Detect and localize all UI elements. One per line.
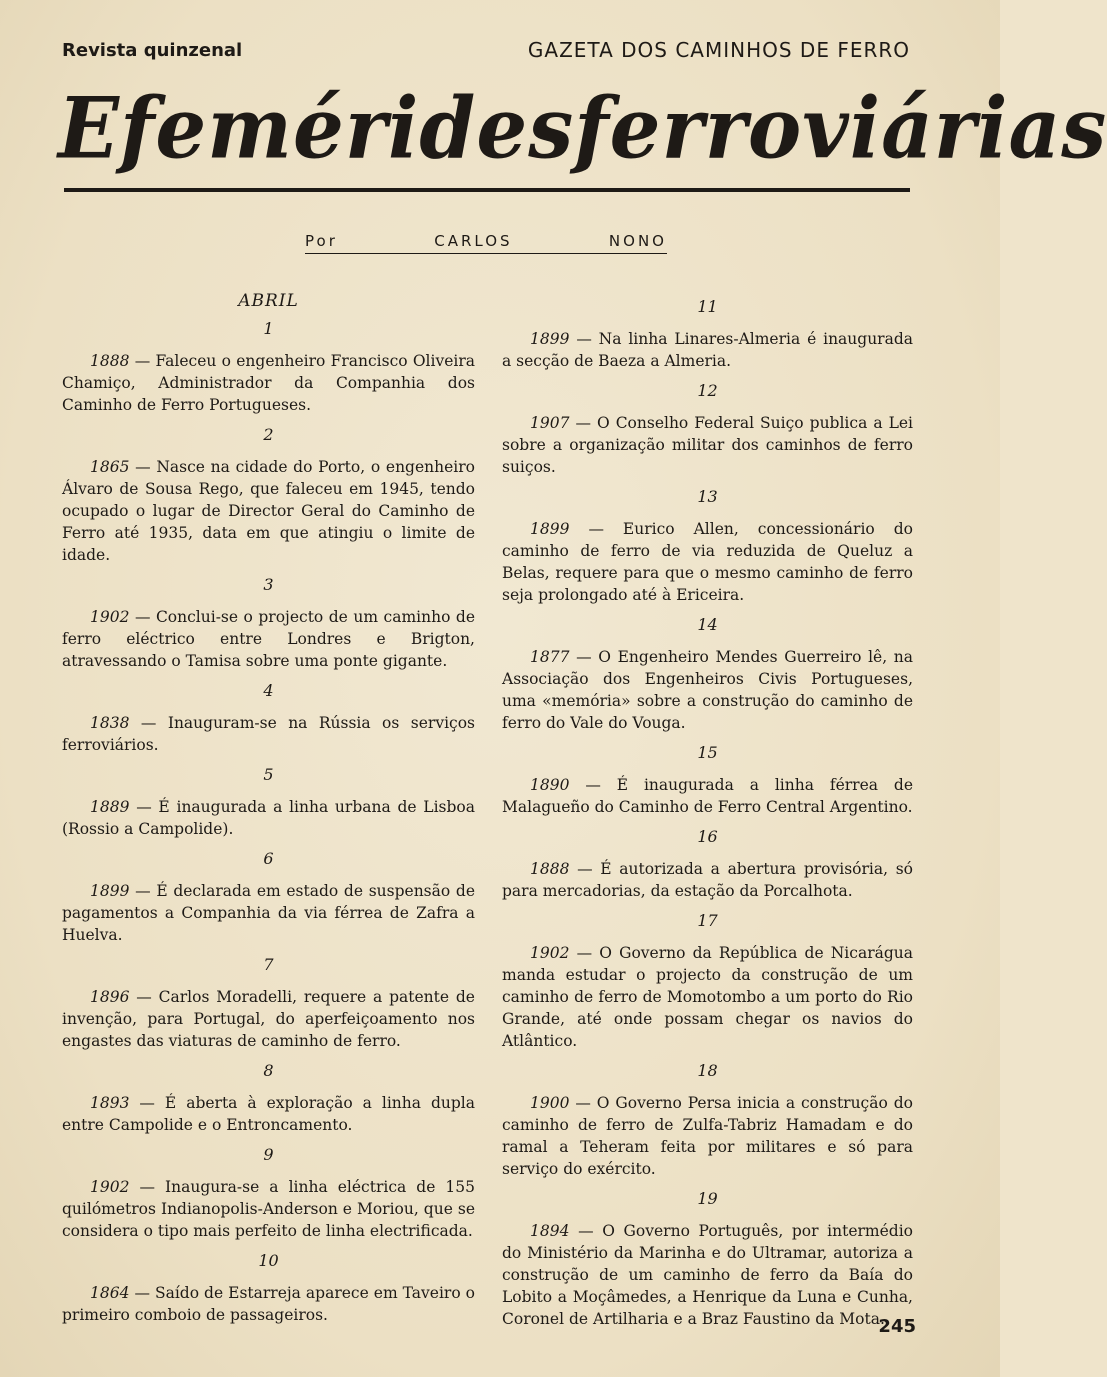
ephemeris-entry [502, 646, 913, 734]
day-heading: 12 [697, 381, 718, 400]
ephemeris-entry [62, 1282, 475, 1326]
day-heading: 10 [258, 1251, 279, 1270]
running-header-left: Revista quinzenal [62, 40, 243, 61]
byline-last-name: NONO [608, 232, 667, 250]
day-heading: 1 [263, 319, 274, 338]
byline-por: Por [305, 232, 338, 250]
day-heading: 8 [263, 1061, 274, 1080]
entry-year: 1888 [90, 352, 130, 370]
entry-year: 1888 [530, 860, 570, 878]
entry-year: 1899 [530, 520, 570, 538]
article-title [58, 78, 1107, 178]
day-heading: 9 [263, 1145, 274, 1164]
ephemeris-entry [62, 880, 475, 946]
entry-text: — O Governo Português, por intermédio do Ministério da Marinha e do Ultramar, autoriza a construção de um caminho de ferro da Baía do Lobito a Moçâmedes, a Henrique da Luna e Cunha, Coronel de Artilharia e a Braz Faustino da Mota. [502, 1222, 913, 1328]
entry-text: — O Governo Persa inicia a construção do caminho de ferro de Zulfa-Tabriz Hamadam e do ramal a Teheram feita por militares e só para serviço do exército. [502, 1094, 913, 1178]
entry-text: — O Governo da República de Nicarágua manda estudar o projecto da construção de um caminho de ferro de Momotombo a um porto do Rio Grande, até onde possam chegar os navios do Atlântico. [502, 944, 913, 1050]
ephemeris-entry [62, 986, 475, 1052]
entry-year: 1896 [90, 988, 130, 1006]
entry-text: — É aberta à exploração a linha dupla entre Campolide e o Entroncamento. [62, 1094, 475, 1134]
ephemeris-entry [502, 412, 913, 478]
day-heading: 11 [697, 297, 718, 316]
title-word-2: ferroviárias [574, 78, 1107, 178]
entry-text: — O Engenheiro Mendes Guerreiro lê, na Associação dos Engenheiros Civis Portugueses, uma «memória» sobre a construção do caminho de ferro do Vale do Vouga. [502, 648, 913, 732]
title-word-1: Efemérides [58, 78, 575, 178]
ephemeris-entry [502, 1092, 913, 1180]
entry-text: — É inaugurada a linha férrea de Malagueño do Caminho de Ferro Central Argentino. [502, 776, 913, 816]
entry-text: — Carlos Moradelli, requere a patente de invenção, para Portugal, do aperfeiçoamento nos engastes das viaturas de caminho de ferro. [62, 988, 475, 1050]
entry-text: — É inaugurada a linha urbana de Lisboa (Rossio a Campolide). [62, 798, 475, 838]
ephemeris-entry [502, 942, 913, 1052]
day-heading: 7 [263, 955, 274, 974]
day-heading: 6 [263, 849, 274, 868]
ephemeris-entry [502, 328, 913, 372]
left-column [62, 290, 475, 1334]
entry-text: — Nasce na cidade do Porto, o engenheiro Álvaro de Sousa Rego, que faleceu em 1945, tendo ocupado o lugar de Director Geral do Caminho de Ferro até 1935, data em que atingiu o limite de idade. [62, 458, 475, 564]
ephemeris-entry [62, 712, 475, 756]
ephemeris-entry [62, 456, 475, 566]
entry-year: 1902 [530, 944, 570, 962]
day-heading: 18 [697, 1061, 718, 1080]
entry-year: 1838 [90, 714, 130, 732]
ephemeris-entry [62, 796, 475, 840]
entry-text: — Saído de Estarreja aparece em Taveiro o primeiro comboio de passageiros. [62, 1284, 475, 1324]
ephemeris-entry [502, 858, 913, 902]
day-heading: 19 [697, 1189, 718, 1208]
ephemeris-entry [62, 606, 475, 672]
day-heading: 14 [697, 615, 718, 634]
day-heading: 13 [697, 487, 718, 506]
title-rule [64, 188, 910, 192]
ephemeris-entry [502, 774, 913, 818]
byline [305, 232, 667, 254]
left-entries [62, 318, 475, 1326]
page-number: 245 [878, 1316, 916, 1337]
ephemeris-entry [62, 1176, 475, 1242]
entry-year: 1865 [90, 458, 130, 476]
entry-text: — É autorizada a abertura provisória, só para mercadorias, da estação da Porcalhota. [502, 860, 913, 900]
ephemeris-entry [62, 1092, 475, 1136]
entry-year: 1889 [90, 798, 130, 816]
entry-year: 1864 [90, 1284, 130, 1302]
entry-text: — Conclui-se o projecto de um caminho de ferro eléctrico entre Londres e Brigton, atravessando o Tamisa sobre uma ponte gigante. [62, 608, 475, 670]
ephemeris-entry [62, 350, 475, 416]
entry-year: 1877 [530, 648, 570, 666]
day-heading: 17 [697, 911, 718, 930]
entry-year: 1899 [90, 882, 130, 900]
entry-text: — É declarada em estado de suspensão de pagamentos a Companhia da via férrea de Zafra a Huelva. [62, 882, 475, 944]
entry-text: — O Conselho Federal Suiço publica a Lei sobre a organização militar dos caminhos de ferro suiços. [502, 414, 913, 476]
entry-year: 1902 [90, 1178, 130, 1196]
entry-year: 1893 [90, 1094, 130, 1112]
entry-text: — Inaugura-se a linha eléctrica de 155 quilómetros Indianopolis-Anderson e Moriou, que se considera o tipo mais perfeito de linha electrificada. [62, 1178, 475, 1240]
day-heading: 16 [697, 827, 718, 846]
day-heading: 15 [697, 743, 718, 762]
day-heading: 5 [263, 765, 274, 784]
running-header-right: GAZETA DOS CAMINHOS DE FERRO [527, 38, 910, 62]
entry-year: 1899 [530, 330, 570, 348]
entry-year: 1900 [530, 1094, 570, 1112]
entry-year: 1894 [530, 1222, 570, 1240]
entry-year: 1890 [530, 776, 570, 794]
day-heading: 4 [263, 681, 274, 700]
entry-year: 1902 [90, 608, 130, 626]
day-heading: 2 [263, 425, 274, 444]
entry-year: 1907 [530, 414, 570, 432]
ephemeris-entry [502, 518, 913, 606]
ephemeris-entry [502, 1220, 913, 1330]
entry-text: — Eurico Allen, concessionário do caminho de ferro de via reduzida de Queluz a Belas, requere para que o mesmo caminho de ferro seja prolongado até à Ericeira. [502, 520, 913, 604]
entry-text: — Na linha Linares-Almeria é inaugurada a secção de Baeza a Almeria. [502, 330, 913, 370]
right-column [502, 290, 913, 1338]
entry-text: — Inauguram-se na Rússia os serviços ferroviários. [62, 714, 475, 754]
right-entries [502, 296, 913, 1330]
entry-text: — Faleceu o engenheiro Francisco Oliveira Chamiço, Administrador da Companhia dos Caminho de Ferro Portugueses. [62, 352, 475, 414]
month-heading: ABRIL [238, 291, 299, 311]
day-heading: 3 [263, 575, 274, 594]
byline-first-name: CARLOS [434, 232, 513, 250]
